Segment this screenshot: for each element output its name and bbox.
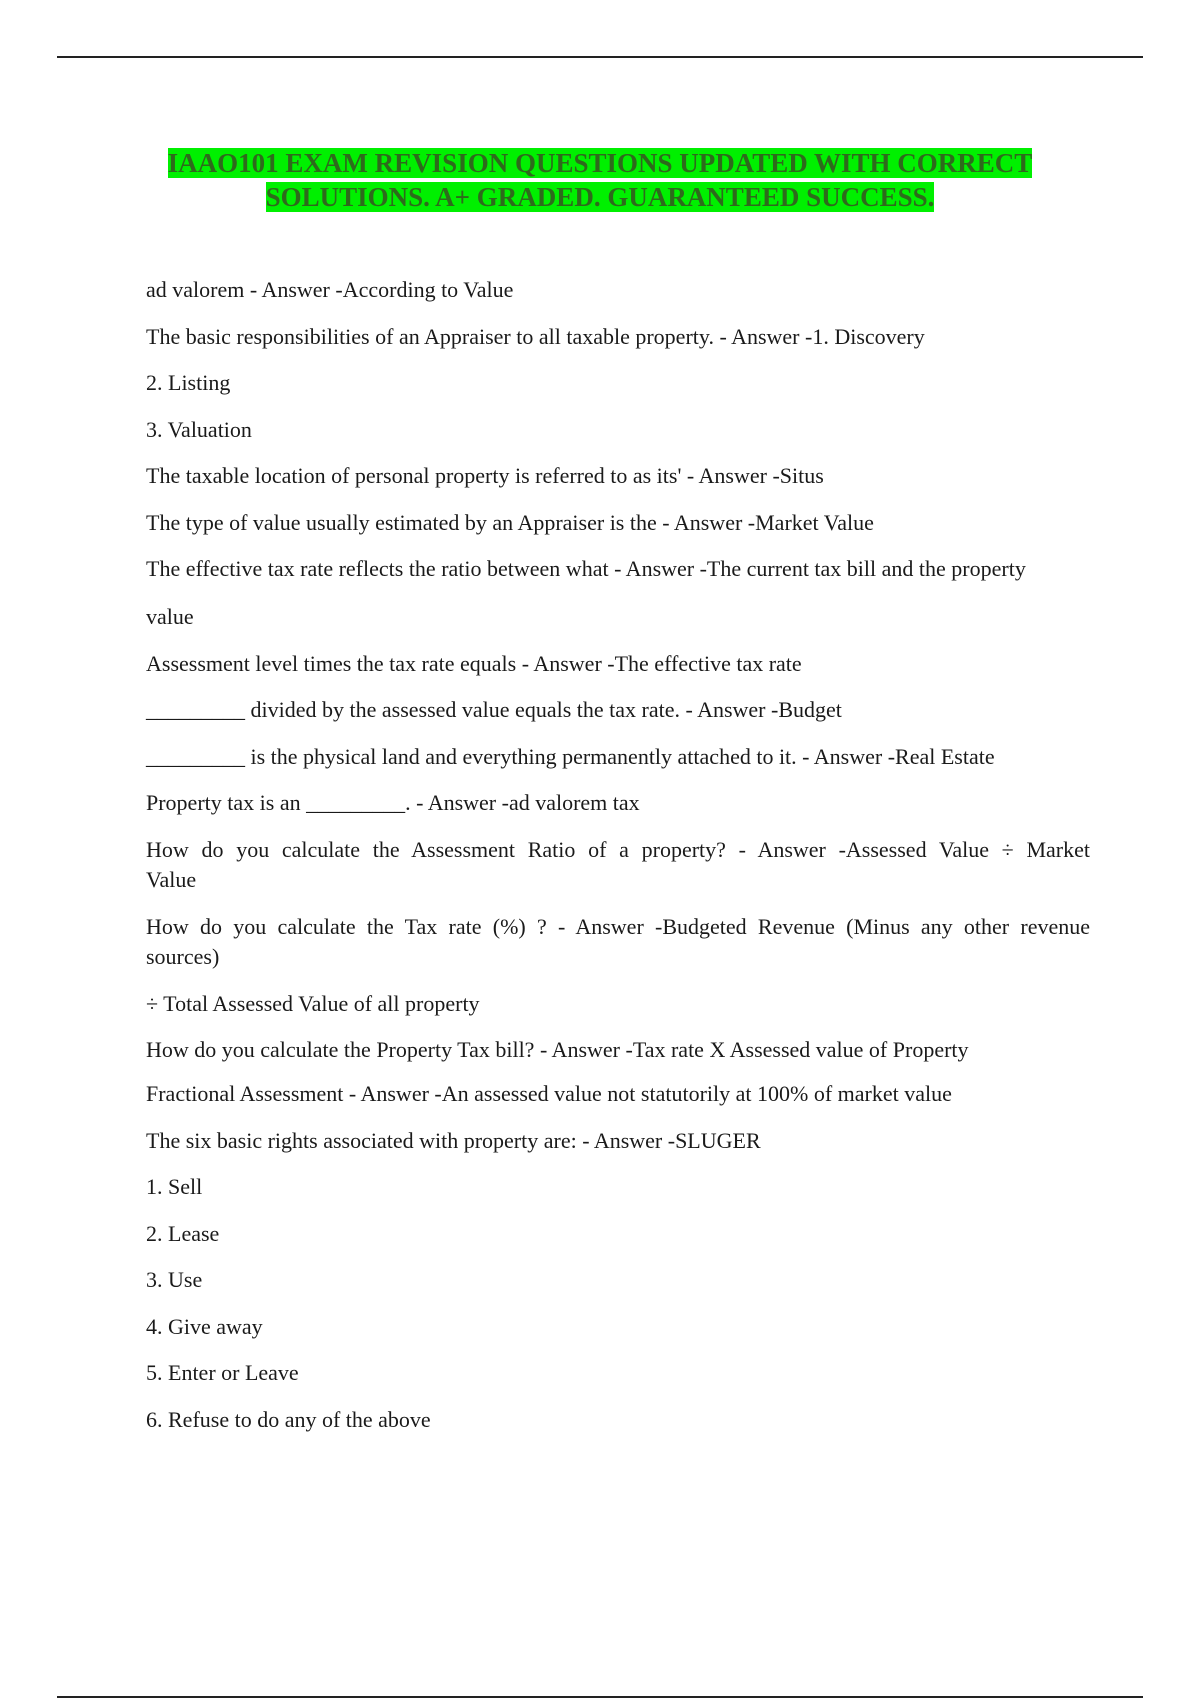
qa-line: Assessment level times the tax rate equals - Answer -The effective tax rate [146, 650, 802, 676]
title-line-2: SOLUTIONS. A+ GRADED. GUARANTEED SUCCESS. [265, 182, 935, 212]
document-title [60, 146, 1140, 214]
qa-line: The taxable location of personal property is referred to as its' - Answer -Situs [146, 463, 824, 488]
qa-line: sources) [146, 943, 220, 969]
qa-line: Fractional Assessment - Answer -An assessed value not statutorily at 100% of market value [146, 1081, 952, 1106]
qa-line: The effective tax rate reflects the ratio between what - Answer -The current tax bill and the property [146, 556, 1026, 581]
qa-line: Property tax is an _________. - Answer -ad valorem tax [146, 790, 640, 815]
qa-line: 3. Use [146, 1267, 203, 1292]
qa-line: The basic responsibilities of an Appraiser to all taxable property. - Answer -1. Discovery [146, 323, 925, 349]
qa-line: How do you calculate the Tax rate (%) ? - Answer -Budgeted Revenue (Minus any other revenue [146, 913, 1090, 939]
qa-line: ÷ Total Assessed Value of all property [146, 990, 480, 1016]
qa-line: The six basic rights associated with property are: - Answer -SLUGER [146, 1127, 761, 1153]
qa-line: 2. Lease [146, 1220, 220, 1246]
qa-line: 3. Valuation [146, 416, 252, 442]
qa-line: How do you calculate the Property Tax bill? - Answer -Tax rate X Assessed value of Property [146, 1037, 969, 1062]
qa-line: How do you calculate the Assessment Ratio of a property? - Answer -Assessed Value ÷ Market [146, 836, 1090, 862]
qa-line: Value [146, 866, 197, 892]
title-line-1: IAAO101 EXAM REVISION QUESTIONS UPDATED WITH CORRECT [167, 148, 1033, 178]
qa-line: 2. Listing [146, 370, 231, 395]
qa-line: 4. Give away [146, 1313, 263, 1339]
qa-line: _________ is the physical land and everything permanently attached to it. - Answer -Real Estate [146, 743, 995, 769]
qa-line: 6. Refuse to do any of the above [146, 1406, 431, 1432]
qa-line: ad valorem - Answer -According to Value [146, 277, 514, 302]
qa-line: 5. Enter or Leave [146, 1360, 299, 1385]
qa-list [146, 276, 1090, 1452]
qa-line: The type of value usually estimated by an Appraiser is the - Answer -Market Value [146, 509, 874, 535]
qa-line: value [146, 604, 194, 629]
top-rule [57, 56, 1143, 58]
bottom-rule [57, 1696, 1143, 1698]
qa-line: 1. Sell [146, 1174, 203, 1199]
qa-line: _________ divided by the assessed value equals the tax rate. - Answer -Budget [146, 697, 842, 722]
